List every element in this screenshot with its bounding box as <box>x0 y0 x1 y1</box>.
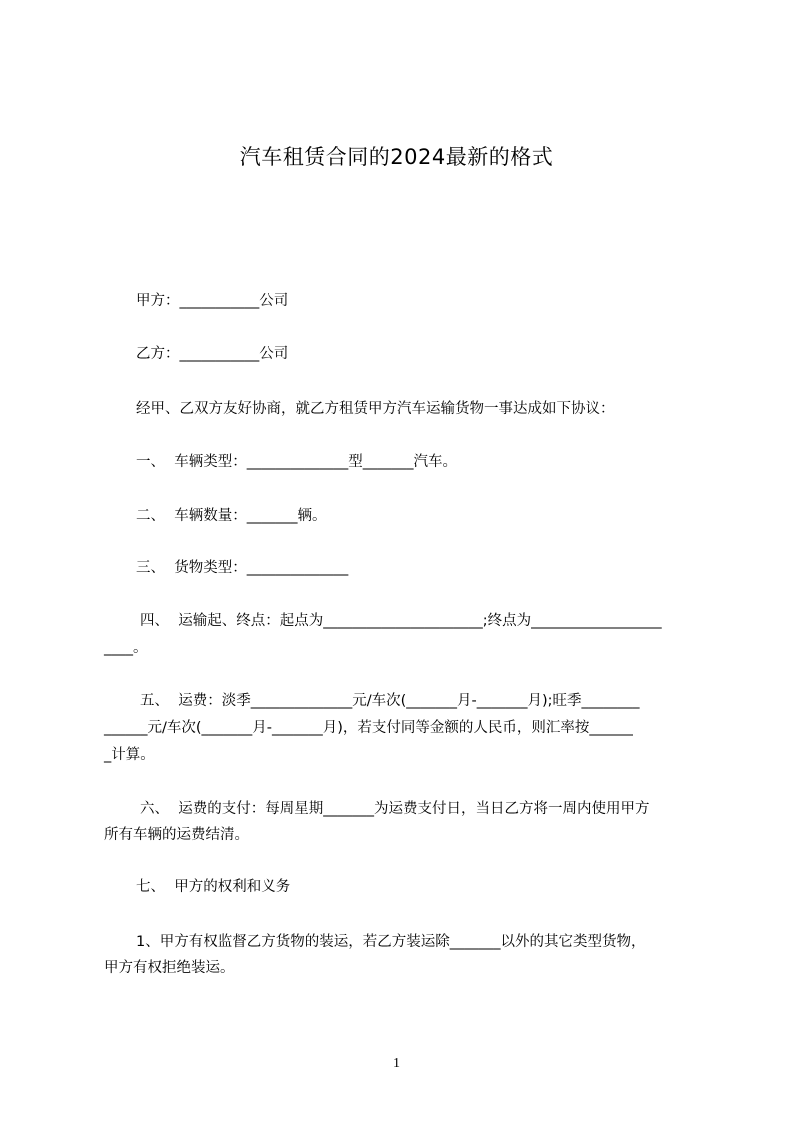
clause-4-route-line-2: ____。 <box>104 640 148 656</box>
clause-2-vehicle-count: 二、 车辆数量：_______辆。 <box>136 508 327 524</box>
clause-6-payment-line-2: 所有车辆的运费结清。 <box>104 827 249 843</box>
clause-5-fee-line-1: 五、 运费：淡季______________元/车次(_______月-_______月);旺季________ <box>140 693 640 709</box>
clause-7-item-1-line-2: 甲方有权拒绝装运。 <box>104 960 235 976</box>
document-title: 汽车租赁合同的2024最新的格式 <box>239 145 554 169</box>
page-number: 1 <box>393 1056 400 1071</box>
clause-3-cargo-type: 三、 货物类型：______________ <box>136 560 349 576</box>
clause-6-payment-line-1: 六、 运费的支付：每周星期_______为运费支付日，当日乙方将一周内使用甲方 <box>140 801 650 817</box>
party-b-line: 乙方：___________公司 <box>136 346 289 362</box>
clause-5-fee-line-3: _计算。 <box>104 747 155 763</box>
clause-1-vehicle-type: 一、 车辆类型：______________型_______汽车。 <box>136 454 457 470</box>
clause-5-fee-line-2: ______元/车次(_______月-_______月)，若支付同等金额的人民币，则汇率按______ <box>104 720 633 736</box>
clause-4-route-line-1: 四、 运输起、终点：起点为______________________;终点为__________________ <box>140 613 662 629</box>
clause-7-heading: 七、 甲方的权利和义务 <box>136 879 291 895</box>
agreement-intro: 经甲、乙双方友好协商，就乙方租赁甲方汽车运输货物一事达成如下协议： <box>136 401 615 417</box>
clause-7-item-1-line-1: 1、甲方有权监督乙方货物的装运，若乙方装运除_______以外的其它类型货物， <box>136 934 646 950</box>
party-a-line: 甲方：___________公司 <box>136 293 289 309</box>
